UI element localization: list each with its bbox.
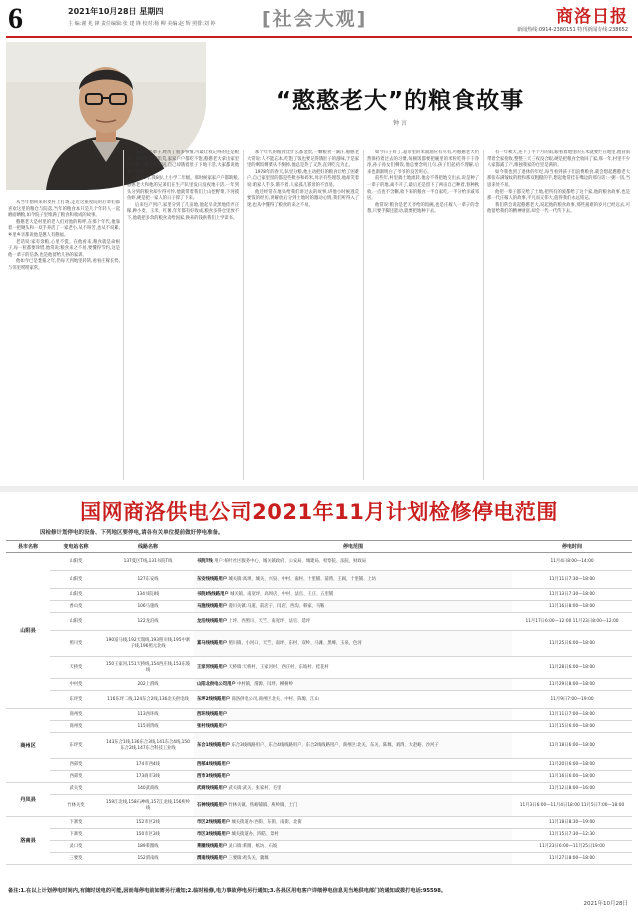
footnote: 备注:1.在以上计划停电时间内,有随时送电的可能,因而每停电前如需另行通知;2.临时检修,电力事故停电另行通知;3.各县区用电客户详细停电信息见当地供电部门的通知或拨打电话:95598。: [8, 888, 447, 894]
substation-cell: 天桥变: [50, 657, 102, 679]
scope-line-name: 山阳北供电公司用户: [197, 681, 236, 687]
header-substation: 变电站名称: [50, 541, 102, 553]
feeder-cell: 122龙泊线: [102, 613, 194, 631]
time-cell: 11月15日6:00—18:00: [512, 721, 632, 733]
table-row: [6, 657, 632, 679]
substation-cell: 照川变: [50, 631, 102, 657]
column-divider: [243, 150, 244, 480]
article-paragraph: 有一年秋天,连下了半个月的雨,眼看着地里的玉米就要烂在地里,他冒雨带着全家抢收,整整三天三夜没合眼,硬是把粮食全收回了家,那一年,村里不少人家都减了产,唯独我家的仓里是满的。: [487, 150, 630, 169]
time-cell: 11月27日8:00—18:00: [512, 853, 632, 865]
scope-detail: 灵口镇:莱圈、纸坊、石坡: [228, 843, 278, 849]
feeder-cell: 113西环线: [102, 709, 194, 721]
time-cell: 11月20日6:00—18:00: [512, 759, 632, 771]
substation-cell: 商州变: [50, 709, 102, 721]
article-paragraph: 前些年,村里搞土地流转,他舍不得把地交出去,说是种了一辈子的地,离不开了,最后还是留下了两亩自己种着,春种秋收,一点也不含糊,收下来的粮食一半自家吃,一半分给亲戚邻居。: [367, 176, 479, 202]
table-row: [6, 841, 632, 853]
scope-detail: 城关镇:高坝、城关、兴泉、中村、南村、十里铺、前湾、王阎、十里铺、上坊: [228, 576, 376, 582]
time-cell: 11月13日7:30—18:00: [512, 589, 632, 601]
time-cell: 11月15日7:30—12:30: [512, 829, 632, 841]
substation-cell: 灵口变: [50, 841, 102, 853]
feeder-cell: 202上渭线: [102, 679, 194, 691]
feature-byline: 钟 言: [393, 120, 407, 127]
scope-line-name: 莱圈线线路用户: [197, 843, 228, 849]
feature-headline: “憨憨老大”的粮食故事: [275, 88, 525, 114]
scope-cell: [194, 853, 512, 865]
table-row: [6, 679, 632, 691]
article-paragraph: 1960年,我8岁,上小学二年级。那时候家家户户都缺粮,憨憨老大和他的兄弟们在生产队里没日没夜地干活,一年到头分到的粮食却少得可怜,他就带着我们上山挖野菜,下河摸鱼虾,硬是把一家人的日子撑了下来。: [127, 176, 239, 202]
scope-cell: [194, 691, 512, 709]
scope-cell: [194, 721, 512, 733]
scope-detail: 上坪、西照川、天竺、南宽坪、法官、延坪: [228, 618, 311, 624]
time-cell: 11月16日8:00—18:00: [512, 601, 632, 613]
substation-cell: 西部变: [50, 771, 102, 783]
scope-detail: 用户:柏叶社区服务中心、城关镇政府、公安局、城建局、检察院、法院、财政局: [214, 558, 367, 564]
scope-line-name: 市区3线线路用户: [197, 831, 231, 837]
scope-detail: 商洛供电公司,商州区北关、中村、陈塬、江山: [231, 696, 319, 702]
substation-cell: 山阳变: [50, 613, 102, 631]
scope-cell: [194, 817, 512, 829]
table-row: [6, 631, 632, 657]
outage-notice-title: 国网商洛供电公司2021年11月计划检修停电范围: [80, 500, 558, 524]
scope-cell: [194, 571, 512, 589]
scope-cell: [194, 759, 512, 771]
scope-detail: 城关街道办、四皓、景村: [231, 831, 279, 837]
article-paragraph: 从当年割回来的麦秆上打场,走近这座屋院的后辈们都喜欢这里的粮仓与院落,当年的粮食本只是几个年轻人一起磨面晒粮,如今院子里堆满了粮食和收成的故事。: [8, 200, 120, 219]
substation-cell: 东坪变: [50, 691, 102, 709]
time-cell: 11月11日7:30—18:00: [512, 571, 632, 589]
scope-cell: [194, 657, 512, 679]
scope-cell: [194, 709, 512, 721]
feeder-cell: 127东安线: [102, 571, 194, 589]
table-row: [6, 601, 632, 613]
feeder-cell: 143东合1线,136东合3线,141东合4线,150东合2线,147东合科技工业线: [102, 733, 194, 759]
time-cell: 11月28日6:00—18:00: [512, 657, 632, 679]
time-cell: 11月16日6:00—18:00: [512, 771, 632, 783]
table-header-row: [6, 541, 632, 553]
scope-cell: [194, 829, 512, 841]
article-column-1: [8, 200, 120, 482]
scope-detail: 城关街道办:西街、东街、南街、北街: [231, 819, 302, 825]
scope-detail: 照川镇、小河口、天竺、南坪、东村、双岭、马滩、黑峰、玉泉、色河: [228, 640, 362, 646]
issue-date: 2021年10月28日 星期四: [68, 7, 164, 16]
article-paragraph: 他还经常在地头给我们讲过去的故事,讲他小时候逃荒要饭的经历,讲解放后分到土地时的激动心情,我们听得入了迷,也从中懂得了粮食的来之不易。: [247, 189, 359, 208]
feeder-cell: 174市西4线: [102, 759, 194, 771]
table-row: [6, 721, 632, 733]
scope-line-name: 西部4线线路用户: [197, 761, 231, 767]
county-cell: 丹凤县: [6, 783, 50, 817]
scope-cell: [194, 553, 512, 571]
scope-cell: [194, 589, 512, 601]
article-paragraph: 老话说:家有余粮,心里不慌。在他看来,粮食就是命根子,每一粒都要珍惜,他常说:粮食来之不易,要懂得节约,这是他一辈子的信条,也是他留给儿孙的家训。: [8, 239, 120, 258]
article-paragraph: 我们常会说起憨憨老大,说起他的粮食故事,那些艰难的岁月已经远去,可他留给我们的精神财富,却会一代一代传下去。: [487, 202, 630, 215]
substation-cell: 三要变: [50, 853, 102, 865]
scope-cell: [194, 841, 512, 853]
table-row: [6, 553, 632, 571]
feeder-cell: 152市区2线: [102, 817, 194, 829]
news-hotline: 新闻热线:0914-2380151 特刊新闻专线:238652: [517, 27, 628, 33]
article-column-3: [247, 150, 359, 482]
scope-line-name: 石神线线路用户: [197, 802, 228, 808]
county-cell: 商州区: [6, 709, 50, 783]
feeder-cell: 137夏区T线,131书院T线: [102, 553, 194, 571]
scope-line-name: 市区2线线路用户: [197, 819, 231, 825]
scope-detail: 武关镇:武关、张家村、毛里: [228, 785, 282, 791]
time-cell: 11月18日6:00—18:00: [512, 733, 632, 759]
masthead-rule: [6, 36, 632, 38]
article-paragraph: 他把一辈子都交给了土地,把所有的爱都给了这个家,他的粮食故事,也是那一代庄稼人的故事,平凡而又伟大,值得我们永远铭记。: [487, 189, 630, 202]
scope-cell: [194, 771, 512, 783]
time-cell: 11月9日7:00—19:00: [512, 691, 632, 709]
table-row: [6, 613, 632, 631]
scope-line-name: 王家河线路用户: [197, 664, 228, 670]
feeder-cell: 150市区3线: [102, 829, 194, 841]
section-title: [社会大观]: [262, 8, 368, 30]
feeder-cell: 150王家河,151天桥线,154西庄线,153东坡线: [102, 657, 194, 679]
scope-detail: 东合3线线路用户、东合4线线路用户、东合2线线路用户、商州区:北关、东关、陈塬、刘湾、大赵峪、沙河子: [231, 742, 439, 748]
county-cell: 山阳县: [6, 553, 50, 709]
feeder-cell: 190富马线,192天瑞线,193照川线,195中寨子线,196照元北线: [102, 631, 194, 657]
column-divider: [483, 150, 484, 480]
substation-cell: 下寨变: [50, 829, 102, 841]
time-cell: 11月3日6:00—11月4日18:00 11月5日7:00—18:00: [512, 795, 632, 817]
outage-notice-lead: 因检修计划停电的设备、下列地区要停电,请各有关单位提前做好停电准备。: [40, 530, 224, 536]
table-row: [6, 733, 632, 759]
header-county: 县市名称: [6, 541, 50, 553]
substation-cell: 山阳变: [50, 589, 102, 601]
feeder-cell: 106马施线: [102, 601, 194, 613]
time-cell: 11月18日8:30—19:00: [512, 817, 632, 829]
column-divider: [363, 150, 364, 480]
scope-detail: 漫川关镇:马道、前店子、闫店、西沟、韩家、马鞍: [228, 603, 325, 609]
scope-line-name: 富马线线路用户: [197, 640, 228, 646]
time-cell: 11月29日8:00—18:00: [512, 679, 632, 691]
footer-date: 2021年10月28日: [583, 901, 628, 907]
time-cell: 11月25日6:00—18:00: [512, 631, 632, 657]
table-row: [6, 571, 632, 589]
scope-line-name: 西环线线路用户: [197, 711, 228, 717]
article-paragraph: 如今我也到了退休的年纪,每当看到孩子们浪费粮食,就会想起憨憨老大那张布满皱纹的脸和那双粗糙的手,想起他常挂在嘴边的那句话:一粥一饭,当思来处不易。: [487, 169, 630, 188]
substation-cell: 竹林关变: [50, 795, 102, 817]
scope-cell: [194, 631, 512, 657]
feeder-cell: 140武商线: [102, 783, 194, 795]
table-row: [6, 691, 632, 709]
article-paragraph: 1978年的春天,队里分粮,他主动把好的粮食让给了困难户,自己家里留的都是些秕谷和碎米,母亲有些埋怨,他却笑着说:咱家人手多,饿不着,人家孤儿寡母的不容易。: [247, 169, 359, 188]
article-paragraph: 如今日子好了,超市里的米面油应有尽有,可憨憨老大仍然保持着过去的习惯,每顿饭都要把碗里的米粒吃得干干净净,孙子孙女们剩饭,他总要念叨几句,孩子们起初不理解,后来也渐渐明白了爷爷的良苦用心。: [367, 150, 479, 175]
scope-line-name: 渭南线线路用户: [197, 855, 228, 861]
masthead: [0, 0, 638, 38]
feeder-cell: 173商市3线: [102, 771, 194, 783]
scope-cell: [194, 601, 512, 613]
scope-line-name: 武商线线路用户: [197, 785, 228, 791]
table-row: [6, 771, 632, 783]
header-time: 停电时间: [512, 541, 632, 553]
outage-table-body: [6, 553, 632, 865]
scope-cell: [194, 679, 512, 691]
substation-cell: 山阳变: [50, 571, 102, 589]
editor-credits: 主 编:谢 兆 锋 责任编辑:张 建 锋 校对:杨 柳 美编:赵 辉 照排:刘 婷: [68, 21, 216, 27]
section-separator: [0, 486, 638, 492]
article-paragraph: 他如今已是耄耋之年,仍每天到地里转转,看看庄稼长势,与邻里唠唠家常。: [8, 259, 120, 271]
scope-line-name: 东坪2线线路用户: [197, 696, 231, 702]
table-row: [6, 817, 632, 829]
table-row: [6, 829, 632, 841]
substation-cell: 山阳变: [50, 553, 102, 571]
scope-cell: [194, 733, 512, 759]
substation-cell: 西部变: [50, 759, 102, 771]
newspaper-brand: 商洛日报: [556, 7, 628, 27]
article-paragraph: 憨憨老大是村里的老人们对他的称呼,在那个年代,他靠着一把锄头和一双手养活了一家老小,从不叫苦,也从不说累,乡里乡亲都说他是憨人有憨福。: [8, 219, 120, 238]
article-column-2: [127, 150, 239, 482]
table-row: [6, 709, 632, 721]
article-column-5: [487, 150, 630, 482]
substation-cell: 中村变: [50, 679, 102, 691]
scope-detail: 城关镇、南宽坪、高坝店、中村、法官、王庄、五里铺: [230, 591, 334, 597]
time-cell: 11月4日8:00—14:00: [512, 553, 632, 571]
article-column-4: [367, 150, 479, 482]
column-divider: [123, 150, 124, 480]
table-row: [6, 795, 632, 817]
substation-cell: 武关变: [50, 783, 102, 795]
scope-line-name: 东安线线路用户: [197, 576, 228, 582]
time-cell: 11月23日6:00—11月25日19:00: [512, 841, 632, 853]
feeder-cell: 189莱圈线: [102, 841, 194, 853]
scope-detail: 三要镇:鸡头关、冀塬: [228, 855, 269, 861]
feeder-cell: 152渭南线: [102, 853, 194, 865]
outage-table: [6, 540, 632, 865]
page-number: 6: [8, 2, 23, 35]
article-paragraph: 我读大半辈子,经历了很多事情,可最让我记得的还是粮食。那年村里闹饥荒,家家户户都吃不饱,憨憨老大拿出家里仅有的口粮分给邻居,自己却饿着肚子下地干活,大家都说他是个实在人。: [127, 150, 239, 175]
article-paragraph: 后来包产到户,家里分到了几亩地,他起早贪黑地侍弄庄稼,种小麦、玉米、红薯,年年都有好收成,粮食多得仓里放不下,他就把多余的粮食卖给国家,换来的钱供我们上学读书。: [127, 202, 239, 221]
header-scope: 停电范围: [194, 541, 512, 553]
scope-line-name: 书院T线: [197, 558, 213, 564]
feeder-cell: 159江北线,158石神线,157江龙线,156庾岭线: [102, 795, 194, 817]
feeder-cell: 116东坪二线,124东合2线,136北关供电线: [102, 691, 194, 709]
scope-line-name: 东合1线线路用户: [197, 742, 231, 748]
scope-detail: 天桥镇:天桥村、王家河村、西庄村、东坡村、桂花村: [228, 664, 329, 670]
scope-cell: [194, 783, 512, 795]
feeder-cell: 134书院I线: [102, 589, 194, 601]
scope-line-name: 西市3线线路用户: [197, 773, 231, 779]
article-paragraph: 他常说:粮食是老天爷给的饭碗,也是庄稼人一辈子的念想,只要手脚还能动,就要把地种下去。: [367, 202, 479, 215]
scope-detail: 中村镇、渭源、闫坪、柳树岭: [237, 681, 293, 687]
article-paragraph: 那个年代的粮食比什么都金贵,一颗粮食一滴汗,憨憨老大常说:人不能忘本,吃饱了饭也要记得饿肚子的滋味,于是家里的剩饭剩菜从不倒掉,他总是热了又热,直到吃完为止。: [247, 150, 359, 169]
substation-cell: 香山变: [50, 601, 102, 613]
substation-cell: 东坪变: [50, 733, 102, 759]
county-cell: 洛南县: [6, 817, 50, 865]
feeder-cell: 115刘湾线: [102, 721, 194, 733]
scope-line-name: 张村线线路用户: [197, 723, 228, 729]
table-row: [6, 853, 632, 865]
substation-cell: 下寨变: [50, 817, 102, 829]
scope-line-name: 马施线线路用户: [197, 603, 228, 609]
scope-line-name: 书院I线线路用户: [197, 591, 229, 597]
time-cell: 11月11日7:00—18:00: [512, 709, 632, 721]
table-row: [6, 589, 632, 601]
substation-cell: 商州变: [50, 721, 102, 733]
time-cell: 11月17日6:00—12:00 11月23日8:00—12:00: [512, 613, 632, 631]
scope-cell: [194, 795, 512, 817]
header-feeder: 线路名称: [102, 541, 194, 553]
table-row: [6, 759, 632, 771]
scope-detail: 竹林关镇、铁峪铺镇、庾岭镇、土门: [228, 802, 298, 808]
scope-line-name: 龙泊线线路用户: [197, 618, 228, 624]
time-cell: 11月12日8:00—16:00: [512, 783, 632, 795]
table-row: [6, 783, 632, 795]
scope-cell: [194, 613, 512, 631]
